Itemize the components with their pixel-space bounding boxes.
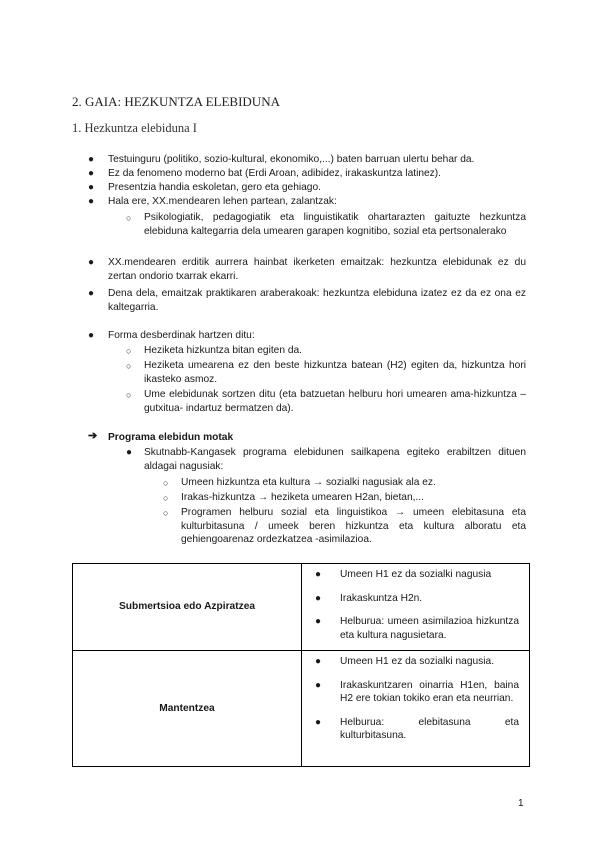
sub-list-item: Programen helburu sozial eta linguistikoa → umeen elebitasuna eta kulturbitasuna / umeek beren hizkuntza eta kultura alboratu eta gehiengoarenaz ordezkatzea -asimilazioa. bbox=[181, 507, 526, 546]
sub-list-item: Heziketa hizkuntza bitan egiten da. bbox=[144, 345, 303, 356]
list-item: Hala ere, XX.mendearen lehen partean, zalantzak: bbox=[108, 196, 337, 207]
bullet-dot: ● bbox=[88, 154, 95, 165]
sub-list-item: Heziketa umearena ez den beste hizkuntza batean (H2) egiten da, hizkuntza hori ikasteko asmoz. bbox=[144, 360, 526, 385]
programa-heading: Programa elebidun motak bbox=[108, 432, 234, 443]
bullet-dot: ● bbox=[88, 196, 95, 207]
bullet-dot: ● bbox=[315, 569, 322, 580]
list-item: Ez da fenomeno moderno bat (Erdi Aroan, adibidez, irakaskuntza latinez). bbox=[108, 168, 441, 179]
bullet-dot: ● bbox=[315, 656, 322, 667]
table-list-item bbox=[315, 655, 519, 669]
table-item-text: Irakaskuntzaren oinarria H1en, baina H2 ere tokian tokiko eran eta neurrian. bbox=[340, 679, 519, 705]
section-title: 1. Hezkuntza elebiduna I bbox=[72, 121, 197, 135]
table-item-text: Helburua: elebitasuna eta kulturbitasuna. bbox=[340, 716, 519, 742]
sub-bullet-circle: ○ bbox=[126, 361, 132, 371]
table-list-item bbox=[315, 592, 519, 606]
sub-bullet-circle: ○ bbox=[126, 346, 132, 356]
chapter-title: 2. GAIA: HEZKUNTZA ELEBIDUNA bbox=[72, 94, 280, 109]
table-row bbox=[73, 564, 530, 651]
sub-list-item: Psikologiatik, pedagogiatik eta linguistikatik ohartarazten gaituzte hezkuntza elebiduna kaltegarria dela umearen garapen kognitibo, sozial eta pertsonalerako bbox=[144, 212, 526, 237]
table-cell-content bbox=[302, 651, 530, 767]
sub-list-item: Ume elebidunak sortzen ditu (eta batzuetan helburu hori umearen ama-hizkuntza –gutxitua- indartuz bermatzen da). bbox=[144, 389, 526, 414]
program-types-table bbox=[72, 563, 530, 767]
table-row bbox=[73, 651, 530, 767]
list-item: Presentzia handia eskoletan, gero eta gehiago. bbox=[108, 182, 321, 193]
bullet-dot: ● bbox=[88, 182, 95, 193]
sub-bullet-circle: ○ bbox=[163, 508, 169, 518]
table-list-item bbox=[315, 568, 519, 582]
table-item-text: Umeen H1 ez da sozialki nagusia. bbox=[340, 656, 495, 667]
arrow-bullet-icon: ➔ bbox=[88, 430, 98, 442]
table-cell-label: Submertsioa edo Azpiratzea bbox=[73, 564, 302, 651]
bullet-dot: ● bbox=[315, 616, 322, 628]
sub-bullet-circle: ○ bbox=[163, 478, 169, 488]
list-item: Dena dela, emaitzak praktikaren araberakoak: hezkuntza elebiduna izatez ez da ez ona ez kaltegarria. bbox=[108, 288, 526, 313]
bullet-dot: ● bbox=[315, 716, 322, 728]
sub-list-item: Irakas-hizkuntza → heziketa umearen H2an, bietan,... bbox=[181, 492, 424, 503]
page-number: 1 bbox=[518, 798, 524, 809]
bullet-dot: ● bbox=[88, 288, 95, 299]
sub-bullet-circle: ○ bbox=[126, 213, 132, 223]
table-item-text: Umeen H1 ez da sozialki nagusia bbox=[340, 569, 492, 580]
table-item-text: Helburua: umeen asimilazioa hizkuntza eta kultura nagusietara. bbox=[340, 616, 519, 641]
bullet-dot: ● bbox=[88, 257, 95, 268]
table-list-item bbox=[315, 716, 519, 743]
bullet-dot: ● bbox=[88, 168, 95, 179]
list-item: Skutnabb-Kangasek programa elebidunen sailkapena egiteko erabiltzen dituen aldagai nagusiak: bbox=[144, 447, 526, 472]
list-item: Forma desberdinak hartzen ditu: bbox=[108, 330, 255, 341]
table-list-item bbox=[315, 615, 519, 642]
bullet-dot: ● bbox=[315, 679, 322, 691]
sub-bullet-circle: ○ bbox=[163, 493, 169, 503]
bullet-dot: ● bbox=[126, 447, 133, 458]
list-item: Testuinguru (politiko, sozio-kultural, ekonomiko,...) baten barruan ulertu behar da. bbox=[108, 154, 475, 165]
sub-list-item: Umeen hizkuntza eta kultura → sozialki nagusiak ala ez. bbox=[181, 477, 436, 488]
table-cell-label: Mantentzea bbox=[73, 651, 302, 767]
sub-bullet-circle: ○ bbox=[126, 390, 132, 400]
bullet-dot: ● bbox=[88, 330, 95, 341]
list-item: XX.mendearen erditik aurrera hainbat ikerketen emaitzak: hezkuntza elebidunak ez du zertan ondorio txarrak ekarri. bbox=[108, 257, 526, 282]
table-cell-content bbox=[302, 564, 530, 651]
table-item-text: Irakaskuntza H2n. bbox=[340, 592, 423, 604]
bullet-dot: ● bbox=[315, 592, 322, 604]
table-list-item bbox=[315, 679, 519, 706]
